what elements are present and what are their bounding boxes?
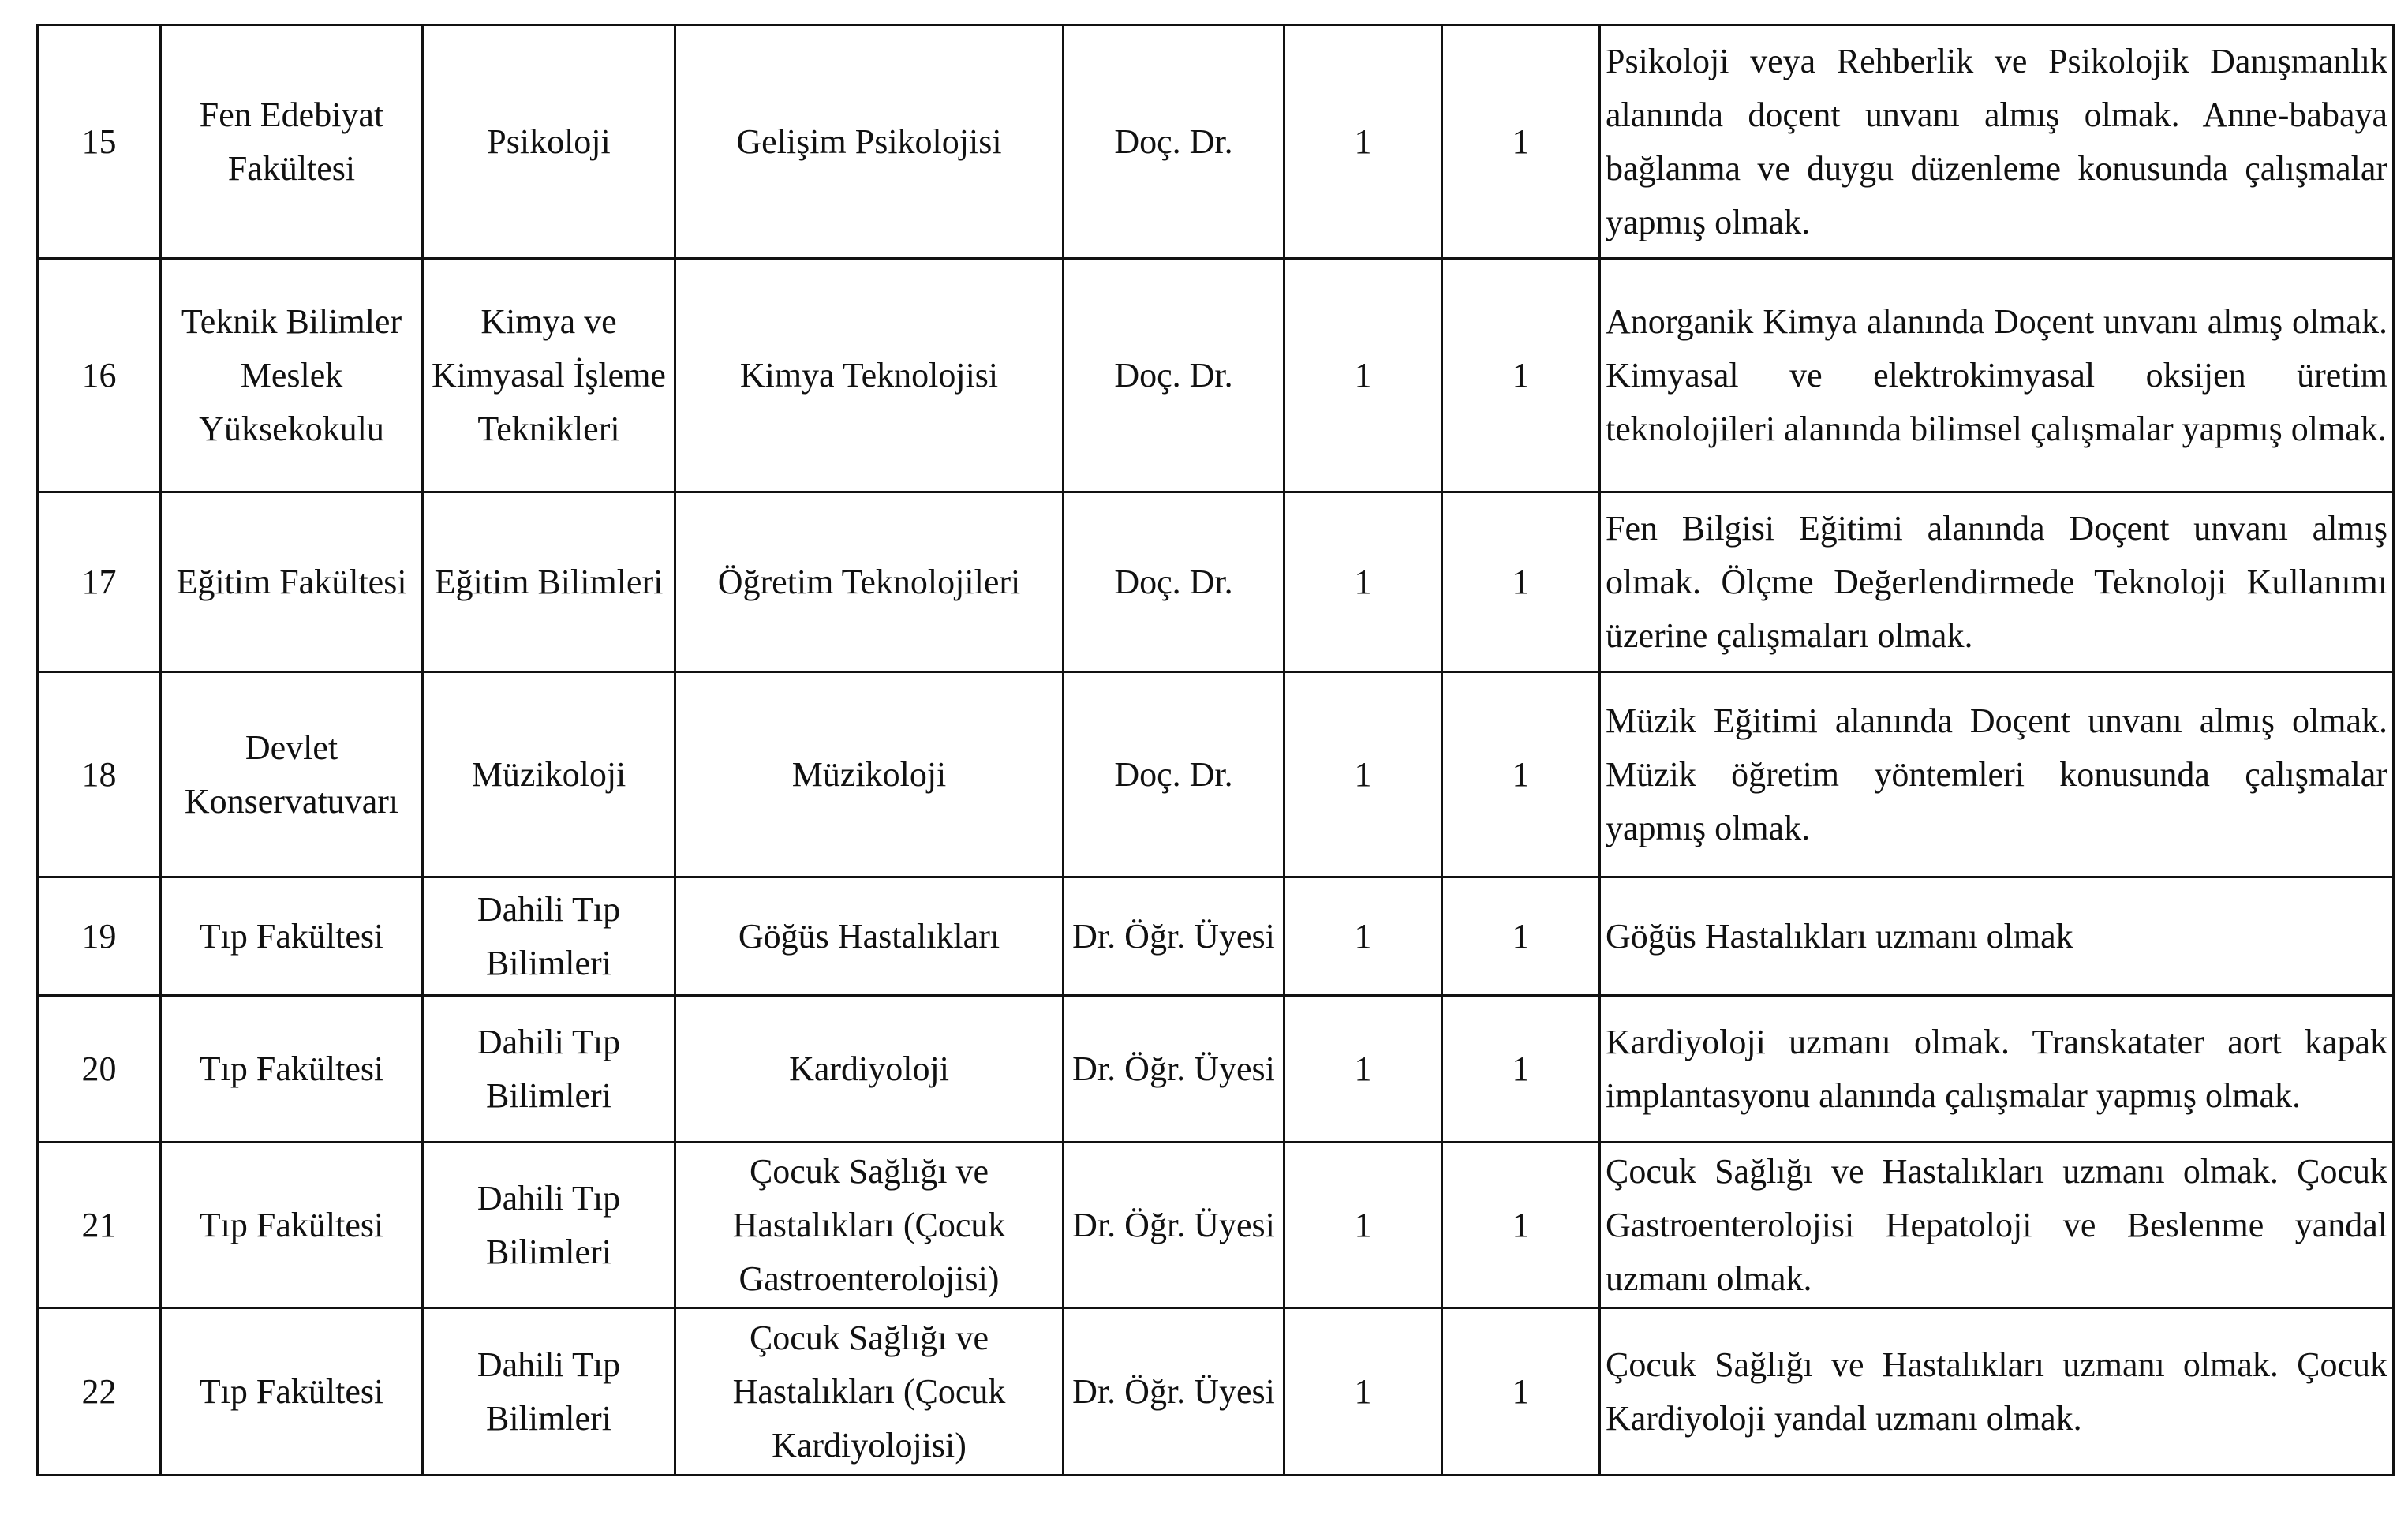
cell-unit: Tıp Fakültesi [161, 996, 423, 1143]
table-row [38, 259, 2394, 492]
cell-grade: 1 [1442, 492, 1600, 672]
cell-grade: 1 [1442, 996, 1600, 1143]
cell-title: Doç. Dr. [1064, 259, 1284, 492]
cell-unit: Tıp Fakültesi [161, 1143, 423, 1308]
cell-title: Dr. Öğr. Üyesi [1064, 1143, 1284, 1308]
cell-requirement: Çocuk Sağlığı ve Hastalıkları uzmanı olmak. Çocuk Kardiyoloji yandal uzmanı olmak. [1600, 1308, 2394, 1476]
cell-program: Müzikoloji [675, 672, 1064, 877]
cell-no: 16 [38, 259, 161, 492]
cell-unit: Tıp Fakültesi [161, 877, 423, 996]
cell-program: Kimya Teknolojisi [675, 259, 1064, 492]
cell-department: Dahili Tıp Bilimleri [423, 996, 675, 1143]
table-row [38, 25, 2394, 259]
cell-no: 20 [38, 996, 161, 1143]
cell-program: Gelişim Psikolojisi [675, 25, 1064, 259]
staff-table [36, 24, 2395, 1476]
cell-program: Çocuk Sağlığı ve Hastalıkları (Çocuk Gastroenterolojisi) [675, 1143, 1064, 1308]
cell-no: 19 [38, 877, 161, 996]
cell-requirement: Müzik Eğitimi alanında Doçent unvanı almış olmak. Müzik öğretim yöntemleri konusunda çalışmalar yapmış olmak. [1600, 672, 2394, 877]
cell-unit: Fen Edebiyat Fakültesi [161, 25, 423, 259]
cell-grade: 1 [1442, 259, 1600, 492]
cell-program: Öğretim Teknolojileri [675, 492, 1064, 672]
cell-grade: 1 [1442, 1143, 1600, 1308]
table-body [38, 25, 2394, 1476]
cell-program: Göğüs Hastalıkları [675, 877, 1064, 996]
cell-count: 1 [1284, 1143, 1442, 1308]
cell-count: 1 [1284, 25, 1442, 259]
cell-no: 15 [38, 25, 161, 259]
cell-department: Kimya ve Kimyasal İşleme Teknikleri [423, 259, 675, 492]
table-row [38, 996, 2394, 1143]
cell-title: Dr. Öğr. Üyesi [1064, 996, 1284, 1143]
table-row [38, 1308, 2394, 1476]
cell-count: 1 [1284, 877, 1442, 996]
cell-department: Dahili Tıp Bilimleri [423, 1308, 675, 1476]
cell-count: 1 [1284, 1308, 1442, 1476]
table-row [38, 1143, 2394, 1308]
cell-requirement: Psikoloji veya Rehberlik ve Psikolojik Danışmanlık alanında doçent unvanı almış olmak. Anne-babaya bağlanma ve duygu düzenleme konusunda çalışmalar yapmış olmak. [1600, 25, 2394, 259]
cell-program: Çocuk Sağlığı ve Hastalıkları (Çocuk Kardiyolojisi) [675, 1308, 1064, 1476]
cell-count: 1 [1284, 672, 1442, 877]
cell-unit: Devlet Konservatuvarı [161, 672, 423, 877]
cell-no: 18 [38, 672, 161, 877]
cell-department: Müzikoloji [423, 672, 675, 877]
cell-unit: Eğitim Fakültesi [161, 492, 423, 672]
cell-no: 22 [38, 1308, 161, 1476]
cell-department: Dahili Tıp Bilimleri [423, 877, 675, 996]
cell-requirement: Fen Bilgisi Eğitimi alanında Doçent unvanı almış olmak. Ölçme Değerlendirmede Teknoloji Kullanımı üzerine çalışmaları olmak. [1600, 492, 2394, 672]
cell-title: Dr. Öğr. Üyesi [1064, 1308, 1284, 1476]
cell-unit: Teknik Bilimler Meslek Yüksekokulu [161, 259, 423, 492]
cell-count: 1 [1284, 259, 1442, 492]
cell-requirement: Göğüs Hastalıkları uzmanı olmak [1600, 877, 2394, 996]
cell-requirement: Anorganik Kimya alanında Doçent unvanı almış olmak. Kimyasal ve elektrokimyasal oksijen üretim teknolojileri alanında bilimsel çalışmalar yapmış olmak. [1600, 259, 2394, 492]
cell-title: Doç. Dr. [1064, 672, 1284, 877]
cell-title: Doç. Dr. [1064, 492, 1284, 672]
cell-grade: 1 [1442, 877, 1600, 996]
cell-department: Dahili Tıp Bilimleri [423, 1143, 675, 1308]
cell-no: 21 [38, 1143, 161, 1308]
cell-unit: Tıp Fakültesi [161, 1308, 423, 1476]
table-row [38, 877, 2394, 996]
cell-grade: 1 [1442, 672, 1600, 877]
cell-requirement: Çocuk Sağlığı ve Hastalıkları uzmanı olmak. Çocuk Gastroenterolojisi Hepatoloji ve Beslenme yandal uzmanı olmak. [1600, 1143, 2394, 1308]
cell-department: Eğitim Bilimleri [423, 492, 675, 672]
table-row [38, 492, 2394, 672]
cell-title: Doç. Dr. [1064, 25, 1284, 259]
cell-no: 17 [38, 492, 161, 672]
cell-department: Psikoloji [423, 25, 675, 259]
cell-program: Kardiyoloji [675, 996, 1064, 1143]
cell-requirement: Kardiyoloji uzmanı olmak. Transkatater aort kapak implantasyonu alanında çalışmalar yapmış olmak. [1600, 996, 2394, 1143]
cell-grade: 1 [1442, 25, 1600, 259]
cell-grade: 1 [1442, 1308, 1600, 1476]
cell-title: Dr. Öğr. Üyesi [1064, 877, 1284, 996]
cell-count: 1 [1284, 996, 1442, 1143]
cell-count: 1 [1284, 492, 1442, 672]
table-row [38, 672, 2394, 877]
